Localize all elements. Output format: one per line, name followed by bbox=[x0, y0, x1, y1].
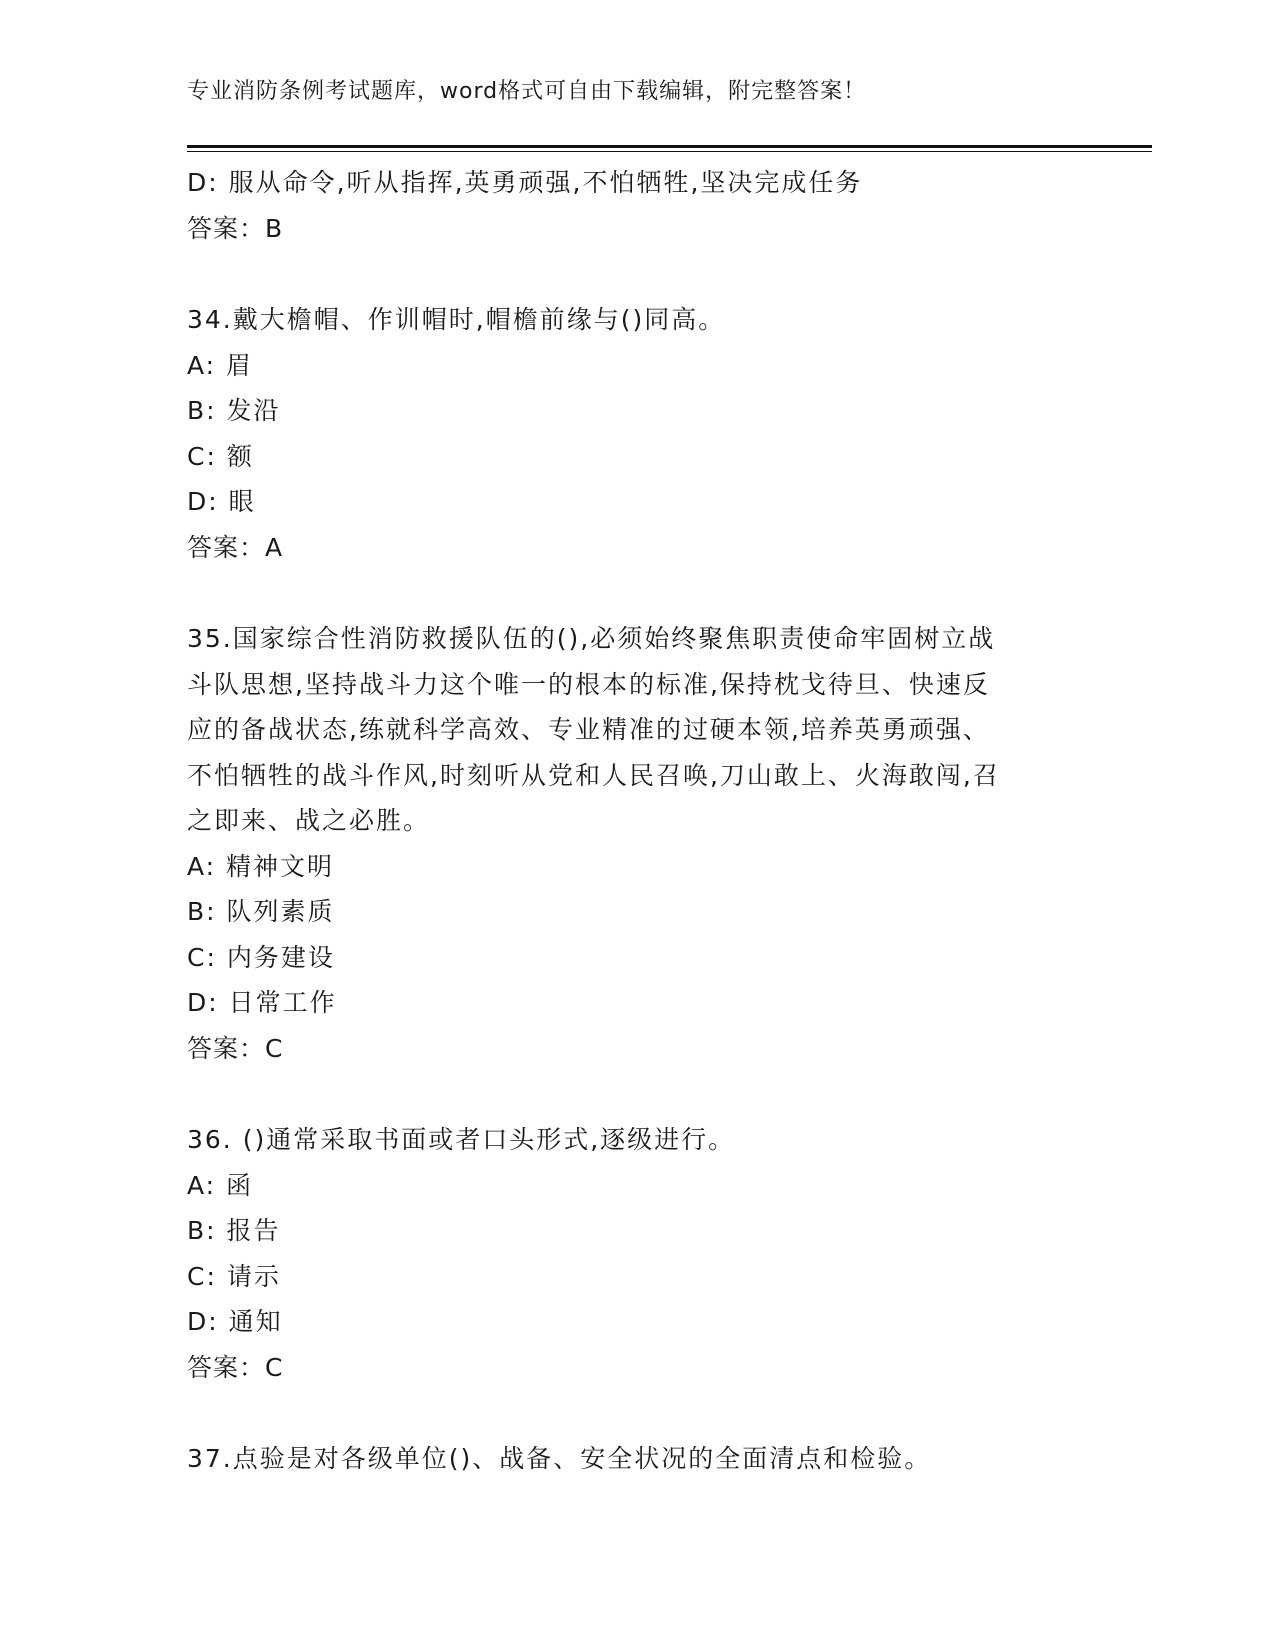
question-stem-line: 不怕牺牲的战斗作风,时刻听从党和人民召唤,刀山敢上、火海敢闯,召 bbox=[187, 760, 1000, 790]
option-d: D: 日常工作 bbox=[187, 988, 337, 1017]
option-a: A: 函 bbox=[187, 1170, 254, 1200]
option-c: C: 请示 bbox=[187, 1261, 281, 1291]
question-stem: 37.点验是对各级单位()、战备、安全状况的全面清点和检验。 bbox=[187, 1444, 932, 1473]
answer-line: 答案：A bbox=[187, 532, 284, 562]
option-d: D: 眼 bbox=[187, 487, 256, 516]
header-rule-thick bbox=[187, 145, 1152, 148]
option-d: D: 服从命令,听从指挥,英勇顽强,不怕牺牲,坚决完成任务 bbox=[187, 168, 863, 197]
question-stem: 34.戴大檐帽、作训帽时,帽檐前缘与()同高。 bbox=[187, 305, 726, 334]
option-b: B: 报告 bbox=[187, 1216, 281, 1245]
option-b: B: 队列素质 bbox=[187, 897, 335, 926]
answer-line: 答案：B bbox=[187, 213, 284, 243]
answer-line: 答案：C bbox=[187, 1033, 284, 1063]
question-content bbox=[187, 160, 1067, 1482]
option-a: A: 精神文明 bbox=[187, 851, 335, 881]
question-stem-line: 之即来、战之必胜。 bbox=[187, 806, 431, 835]
answer-line: 答案：C bbox=[187, 1352, 284, 1382]
question-stem-line: 应的备战状态,练就科学高效、专业精准的过硬本领,培养英勇顽强、 bbox=[187, 715, 990, 744]
question-stem-line: 斗队思想,坚持战斗力这个唯一的根本的标准,保持枕戈待旦、快速反 bbox=[187, 669, 990, 699]
header-rule-thin bbox=[187, 151, 1152, 152]
option-b: B: 发沿 bbox=[187, 396, 281, 425]
document-header: 专业消防条例考试题库，word格式可自由下载编辑，附完整答案！ bbox=[187, 79, 867, 104]
question-stem: 36. ()通常采取书面或者口头形式,逐级进行。 bbox=[187, 1125, 736, 1154]
option-d: D: 通知 bbox=[187, 1307, 283, 1336]
question-stem-line: 35.国家综合性消防救援队伍的(),必须始终聚焦职责使命牢固树立战 bbox=[187, 624, 996, 653]
option-c: C: 内务建设 bbox=[187, 942, 335, 972]
option-c: C: 额 bbox=[187, 441, 254, 471]
option-a: A: 眉 bbox=[187, 350, 254, 380]
